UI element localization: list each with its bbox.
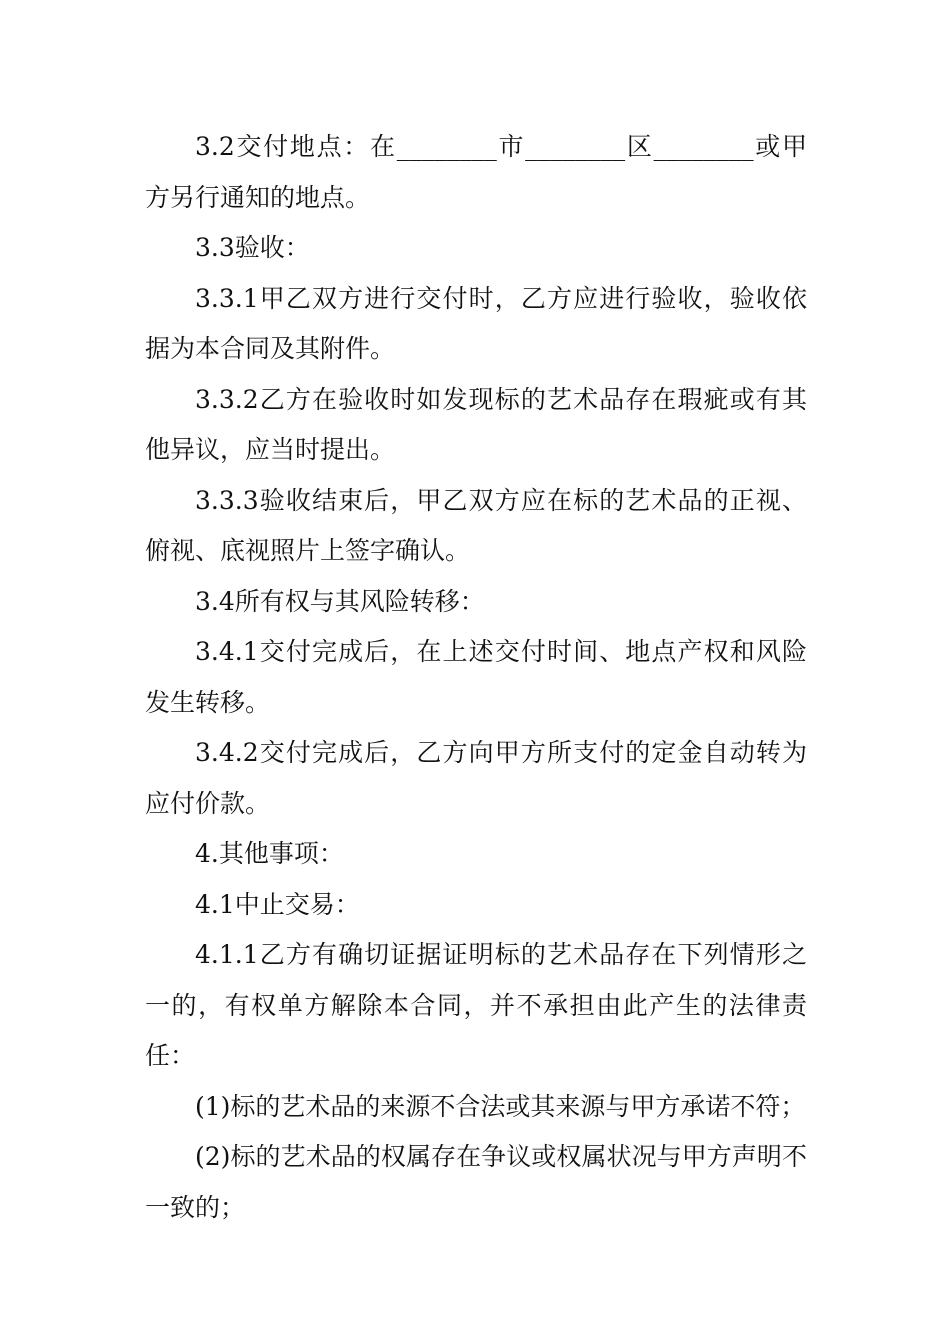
clause-3-3-inspection-heading: 3.3验收：: [195, 233, 310, 262]
clause-3-4-1: 3.4.1交付完成后，在上述交付时间、地点产权和风险发生转移。: [145, 637, 807, 717]
clause-3-4-ownership-heading: 3.4所有权与其风险转移：: [195, 586, 485, 616]
clause-4-1-1: 4.1.1乙方有确切证据证明标的艺术品存在下列情形之一的，有权单方解除本合同，并不承担由此产生的法律责任：: [145, 940, 807, 1070]
clause-3-4-2: 3.4.2交付完成后，乙方向甲方所支付的定金自动转为应付价款。: [145, 738, 807, 818]
item-2: (2)标的艺术品的权属存在争议或权属状况与甲方声明不一致的；: [145, 1142, 807, 1222]
clause-3-3-1: 3.3.1甲乙双方进行交付时，乙方应进行验收，验收依据为本合同及其附件。: [145, 283, 807, 363]
document-body: [145, 122, 807, 1233]
clause-4-1-heading: 4.1中止交易：: [195, 889, 360, 919]
section-4-heading: 4.其他事项：: [195, 839, 344, 868]
clause-3-3-3: 3.3.3验收结束后，甲乙双方应在标的艺术品的正视、俯视、底视照片上签字确认。: [145, 485, 807, 565]
item-1: (1)标的艺术品的来源不合法或其来源与甲方承诺不符；: [195, 1091, 806, 1121]
clause-3-3-2: 3.3.2乙方在验收时如发现标的艺术品存在瑕疵或有其他异议，应当时提出。: [145, 384, 807, 464]
clause-3-2-delivery-location: 3.2交付地点：在________市________区________或甲方另行通知的地点。: [145, 132, 807, 212]
